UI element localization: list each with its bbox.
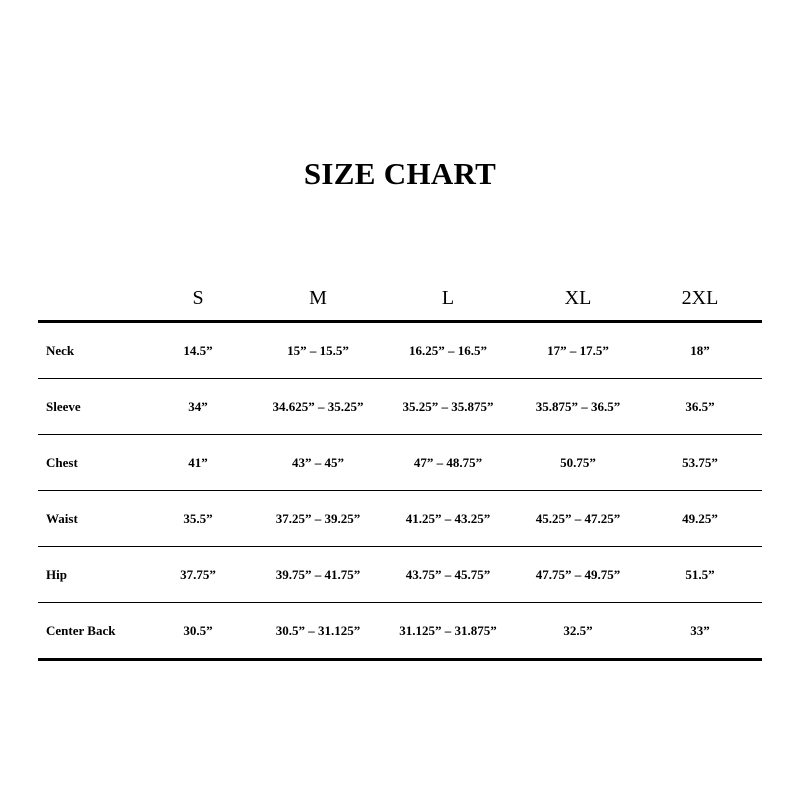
table-cell: 43.75” – 45.75”	[378, 547, 518, 603]
table-cell: 36.5”	[638, 379, 762, 435]
table-cell: 39.75” – 41.75”	[258, 547, 378, 603]
table-row	[38, 379, 762, 435]
header-row	[38, 276, 762, 322]
table-cell: 30.5”	[138, 603, 258, 660]
column-header-measurement	[38, 276, 138, 322]
table-cell: 16.25” – 16.5”	[378, 322, 518, 379]
table-row	[38, 547, 762, 603]
table-cell: 18”	[638, 322, 762, 379]
row-label-waist: Waist	[38, 491, 138, 547]
table-cell: 49.25”	[638, 491, 762, 547]
table-cell: 32.5”	[518, 603, 638, 660]
column-header-m: M	[258, 276, 378, 322]
column-header-2xl: 2XL	[638, 276, 762, 322]
table-cell: 47.75” – 49.75”	[518, 547, 638, 603]
row-label-sleeve: Sleeve	[38, 379, 138, 435]
table-cell: 37.75”	[138, 547, 258, 603]
table-cell: 33”	[638, 603, 762, 660]
column-header-s: S	[138, 276, 258, 322]
table-cell: 35.875” – 36.5”	[518, 379, 638, 435]
table-cell: 35.5”	[138, 491, 258, 547]
table-cell: 47” – 48.75”	[378, 435, 518, 491]
table-cell: 34.625” – 35.25”	[258, 379, 378, 435]
table-cell: 45.25” – 47.25”	[518, 491, 638, 547]
table-cell: 14.5”	[138, 322, 258, 379]
table-row	[38, 491, 762, 547]
size-chart-table	[38, 276, 762, 661]
table-cell: 15” – 15.5”	[258, 322, 378, 379]
row-label-center-back: Center Back	[38, 603, 138, 660]
table-cell: 17” – 17.5”	[518, 322, 638, 379]
table-row	[38, 322, 762, 379]
table-cell: 41”	[138, 435, 258, 491]
row-label-chest: Chest	[38, 435, 138, 491]
table-row	[38, 603, 762, 660]
table-cell: 34”	[138, 379, 258, 435]
table-cell: 50.75”	[518, 435, 638, 491]
column-header-l: L	[378, 276, 518, 322]
table-cell: 35.25” – 35.875”	[378, 379, 518, 435]
row-label-neck: Neck	[38, 322, 138, 379]
column-header-xl: XL	[518, 276, 638, 322]
row-label-hip: Hip	[38, 547, 138, 603]
table-cell: 30.5” – 31.125”	[258, 603, 378, 660]
page-title: SIZE CHART	[303, 156, 497, 191]
table-cell: 43” – 45”	[258, 435, 378, 491]
table-cell: 41.25” – 43.25”	[378, 491, 518, 547]
table-row	[38, 435, 762, 491]
table-cell: 51.5”	[638, 547, 762, 603]
table-cell: 53.75”	[638, 435, 762, 491]
table-cell: 31.125” – 31.875”	[378, 603, 518, 660]
table-cell: 37.25” – 39.25”	[258, 491, 378, 547]
